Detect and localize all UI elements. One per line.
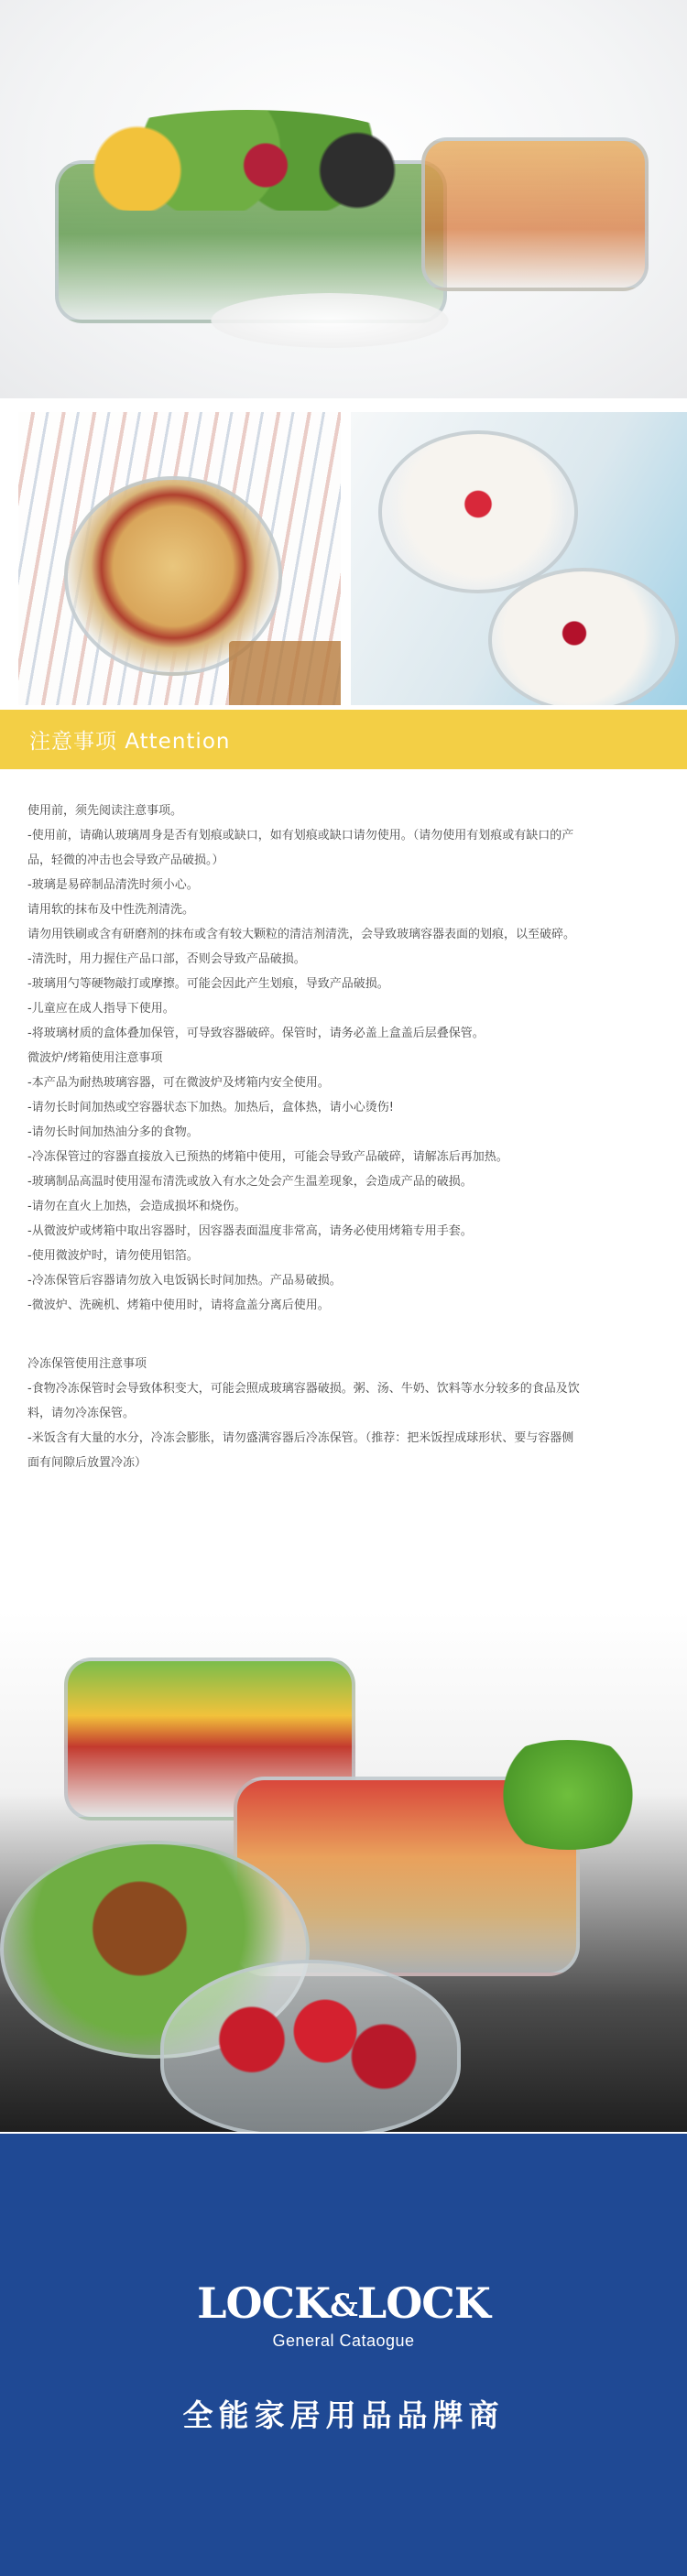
yogurt-dessert-photo <box>351 412 687 705</box>
attention-header-bar <box>0 710 687 769</box>
freezer-heading: 冷冻保管使用注意事项 <box>27 1357 147 1371</box>
note-line: -从微波炉或烤箱中取出容器时，因容器表面温度非常高，请务必使用烤箱专用手套。 <box>27 1224 473 1238</box>
note-line: -冷冻保管过的容器直接放入已预热的烤箱中使用，可能会导致产品破碎，请解冻后再加热。 <box>27 1150 508 1164</box>
note-line: -请勿在直火上加热，会造成损坏和烧伤。 <box>27 1200 246 1213</box>
brand-slogan: 全能家居用品品牌商 <box>182 2397 505 2433</box>
logo-subtitle: General Cataogue <box>272 2331 415 2350</box>
note-line: -微波炉、洗碗机、烤箱中使用时，请将盒盖分离后使用。 <box>27 1299 330 1312</box>
note-line: -请勿长时间加热油分多的食物。 <box>27 1125 199 1139</box>
note-line: -使用前，请确认玻璃周身是否有划痕或缺口，如有划痕或缺口请勿使用。（请勿使用有划痕或有缺口的产 <box>27 829 574 842</box>
freezer-note-line: 面有间隙后放置冷冻） <box>27 1456 147 1470</box>
note-line: -将玻璃材质的盒体叠加保管，可导致容器破碎。保管时，请务必盖上盒盖后层叠保管。 <box>27 1027 485 1040</box>
asparagus-greens-image <box>476 1740 660 1850</box>
note-line: 请勿用铁刷或含有研磨剂的抹布或含有较大颗粒的清洁剂清洗，会导致玻璃容器表面的划痕，以至破碎。 <box>27 928 576 941</box>
note-line: -冷冻保管后容器请勿放入电饭锅长时间加热。产品易破损。 <box>27 1274 342 1288</box>
yogurt-bowl-bottom-image <box>488 568 679 705</box>
freezer-note-line: -米饭含有大量的水分，冷冻会膨胀，请勿盛满容器后冷冻保管。（推荐：把米饭捏成球形状、要与容器侧 <box>27 1431 574 1445</box>
logo-text-right: LOCK <box>356 2278 490 2328</box>
logo-text-left: LOCK <box>197 2278 331 2328</box>
note-line: -清洗时，用力握住产品口部，否则会导致产品破损。 <box>27 952 306 966</box>
strawberry-bowl-image <box>160 1960 461 2132</box>
note-line: -玻璃用勺等硬物敲打或摩擦。可能会因此产生划痕，导致产品破损。 <box>27 977 389 991</box>
doily-image <box>211 293 449 348</box>
logo-ampersand: & <box>330 2288 357 2324</box>
note-line: -儿童应在成人指导下使用。 <box>27 1002 175 1016</box>
lock-and-lock-logo <box>0 2278 687 2328</box>
yogurt-bowl-top-image <box>378 430 578 593</box>
freezer-note-line: -食物冷冻保管时会导致体积变大，可能会照成玻璃容器破损。粥、汤、牛奶、饮料等水分较多的食品及饮 <box>27 1382 580 1396</box>
assorted-food-containers-photo <box>0 1612 687 2132</box>
pasta-salad-bowl-photo <box>18 412 341 705</box>
note-line: 使用前，须先阅读注意事项。 <box>27 804 183 818</box>
note-line: -使用微波炉时，请勿使用铝箔。 <box>27 1249 199 1263</box>
freezer-note-line: 料，请勿冷冻保管。 <box>27 1407 136 1420</box>
microwave-oven-heading: 微波炉/烤箱使用注意事项 <box>27 1051 163 1065</box>
attention-title: 注意事项 Attention <box>29 730 231 754</box>
brand-footer <box>0 2134 687 2576</box>
note-line: 请用软的抹布及中性洗剂清洗。 <box>27 903 195 917</box>
note-line: -本产品为耐热玻璃容器，可在微波炉及烤箱内安全使用。 <box>27 1076 330 1090</box>
hero-photo-glass-containers <box>0 0 687 398</box>
wooden-board-image <box>229 641 341 705</box>
note-line: -请勿长时间加热或空容器状态下加热。加热后，盒体热，请小心烫伤! <box>27 1101 394 1114</box>
salad-greens-image <box>64 110 431 211</box>
usage-notes <box>27 799 669 1475</box>
note-line: -玻璃制品高温时使用湿布清洗或放入有水之处会产生温差现象，会造成产品的破损。 <box>27 1175 473 1189</box>
note-line: 品，轻微的冲击也会导致产品破损。） <box>27 853 224 867</box>
note-line: -玻璃是易碎制品清洗时须小心。 <box>27 878 199 892</box>
pasta-container-image <box>421 137 649 291</box>
